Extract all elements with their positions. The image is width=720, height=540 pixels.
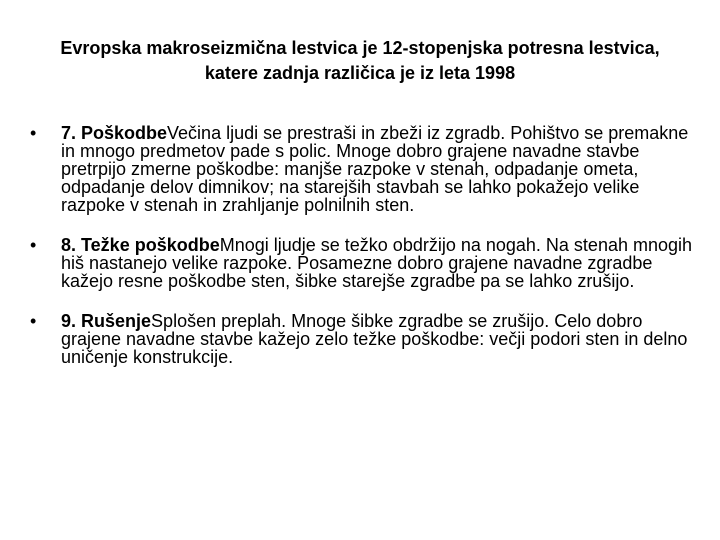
bullet-item-9 <box>30 312 702 366</box>
bullet-term: 7. Poškodbe <box>61 123 168 143</box>
bullet-text: Splošen preplah. Mnoge šibke zgradbe se zrušijo. Celo dobro grajene navadne stavbe kažejo zelo težke poškodbe: večji podori sten in delno uničenje konstrukcije. <box>61 311 688 367</box>
bullet-marker: • <box>30 235 37 255</box>
bullet-marker: • <box>30 311 37 331</box>
bullet-text: Večina ljudi se prestraši in zbeži iz zgradb. Pohištvo se premakne in mnogo predmetov pade s polic. Mnoge dobro grajene navadne stavbe pretrpijo zmerne poškodbe: manjše razpoke v stenah, odpadanje ometa, odpadanje delov dimnikov; na starejših stavbah se lahko pokažejo velike razpoke v stenah in zrahljanje polnilnih sten. <box>61 123 689 215</box>
bullet-term: 9. Rušenje <box>61 311 152 331</box>
bullet-item-8 <box>30 236 702 290</box>
bullet-text: Mnogi ljudje se težko obdržijo na nogah. Na stenah mnogih hiš nastanejo velike razpoke. Posamezne dobro grajene navadne zgradbe kažejo resne poškodbe sten, šibke starejše zgradbe pa se lahko zrušijo. <box>61 235 693 291</box>
bullet-term: 8. Težke poškodbe <box>61 235 220 255</box>
bullet-item-7 <box>30 124 702 214</box>
slide-title: Evropska makroseizmična lestvica je 12-stopenjska potresna lestvica, katere zadnja različica je iz leta 1998 <box>60 38 660 83</box>
bullet-list <box>30 124 702 388</box>
bullet-marker: • <box>30 123 37 143</box>
